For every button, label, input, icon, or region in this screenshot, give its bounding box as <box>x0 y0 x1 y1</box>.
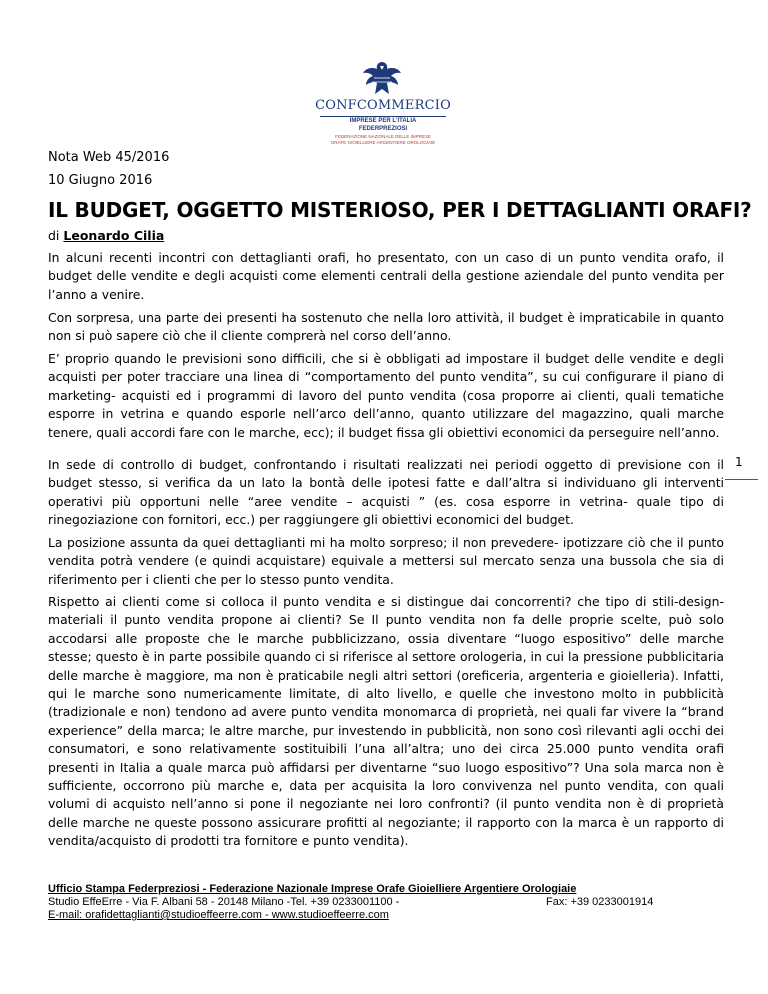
page-number-rule <box>725 479 758 480</box>
page-number: 1 <box>735 455 743 469</box>
paragraph: Rispetto ai clienti come si colloca il punto vendita e si distingue dai concorrenti? che tipo di stili-design-materiali il punto vendita propone ai clienti? Se Il punto vendita non fa delle proprie scelte, può solo accodarsi alle proposte che le marche pubblicizzano, ossia diventare “luogo espositivo” delle marche stesse; questo è in parte possibile quando ci si riferisce al settore orologeria, in cui la pressione pubblicitaria delle marche è maggiore, ma non è praticabile negli altri settori (oreficeria, argenteria e gioielleria). Infatti, qui le marche sono numericamente limitate, di alto livello, e quelle che investono molto in pubblicità (tradizionale e non) tendono ad avere punto vendita monomarca di proprietà, nei quali far vivere la “brand experience” della marca; le altre marche, pur investendo in pubblicità, non sono così rilevanti agli occhi dei consumatori, e sono relativamente sostituibili l’una all’altra; uno dei circa 25.000 punto vendita orafi presenti in Italia a quale marca può affidarsi per diventarne “suo luogo espositivo”? Una sola marca non è sufficiente, occorrono più marche e, data per acquisita la loro convivenza nel punto vendita, con quali volumi di acquisto nell’anno si pone il negoziante nei loro confronti? (il punto vendita non è di proprietà delle marche ne queste possono assicurare profitti al negoziante; il rapporto con la marca è un rapporto di vendita/acquisto di prodotti tra fornitore e punto vendita). <box>48 594 724 849</box>
footer <box>48 883 654 922</box>
page-title: IL BUDGET, OGGETTO MISTERIOSO, PER I DETTAGLIANTI ORAFI? <box>48 198 752 222</box>
logo-name: CONFCOMMERCIO <box>315 98 451 113</box>
note-date: 10 Giugno 2016 <box>48 173 153 188</box>
byline-prefix: di <box>48 228 60 243</box>
footer-press-office: Ufficio Stampa Federpreziosi - Federazione Nazionale Imprese Orafe Gioielliere Argentiere Orologiaie <box>48 883 577 895</box>
paragraph: La posizione assunta da quei dettaglianti mi ha molto sorpreso; il non prevedere- ipotizzare ciò che il punto vendita potrà vendere (e quindi acquistare) equivale a mettersi sul mercato senza una bussola che sia di riferimento per i clienti che per lo stesso punto vendita. <box>48 535 724 587</box>
byline <box>48 228 164 243</box>
footer-address: Studio EffeErre - Via F. Albani 58 - 20148 Milano -Tel. +39 0233001100 - <box>48 896 400 908</box>
paragraph: In sede di controllo di budget, confrontando i risultati realizzati nei periodi oggetto di previsione con il budget stesso, si verifica da un lato la bontà delle ipotesi fatte e dall’altra si individuano gli interventi operativi più opportuni nelle “aree vendite – acquisti ” (es. cosa esporre in vetrina- quale tipo di rinegoziazione con fornitori, ecc.) per raggiungere gli obiettivi economici del budget. <box>48 457 724 528</box>
footer-contact-links[interactable]: E-mail: orafidettaglianti@studioeffeerre.com - www.studioeffeerre.com <box>48 909 389 921</box>
logo-subtitle: IMPRESE PER L'ITALIA <box>320 116 446 124</box>
eagle-emblem-icon <box>360 58 404 98</box>
author-name: Leonardo Cilia <box>63 228 165 243</box>
paragraph: Con sorpresa, una parte dei presenti ha sostenuto che nella loro attività, il budget è impraticabile in quanto non si può sapere ciò che il cliente comprerà nel corso dell’anno. <box>48 310 724 344</box>
footer-fax: Fax: +39 0233001914 <box>546 896 654 908</box>
confcommercio-logo <box>300 58 465 148</box>
logo-org-description: FEDERAZIONE NAZIONALE DELLE IMPRESE ORAFE GIOIELLIERE ARGENTIERE OROLOGIAIE <box>330 134 436 145</box>
logo-org: FEDERPREZIOSI <box>358 126 408 132</box>
paragraph: In alcuni recenti incontri con dettaglianti orafi, ho presentato, con un caso di un punto vendita orafo, il budget delle vendite e degli acquisti come elementi centrali della gestione aziendale del punto vendita per l’anno a venire. <box>48 250 724 302</box>
paragraph: E’ proprio quando le previsioni sono difficili, che si è obbligati ad impostare il budget delle vendite e degli acquisti per poter tracciare una linea di “comportamento del punto vendita”, su cui configurare il piano di marketing- acquisti ed i programmi di lavoro del punto vendita (cosa proporre ai clienti, quali tematiche esporre in vetrina e quando esporle nell’arco dell’anno, quanto utilizzare del magazzino, quali marche tenere, quali accordi fare con le marche, ecc); il budget fissa gli obiettivi economici da perseguire nell’anno. <box>48 351 724 440</box>
note-number: Nota Web 45/2016 <box>48 150 170 165</box>
